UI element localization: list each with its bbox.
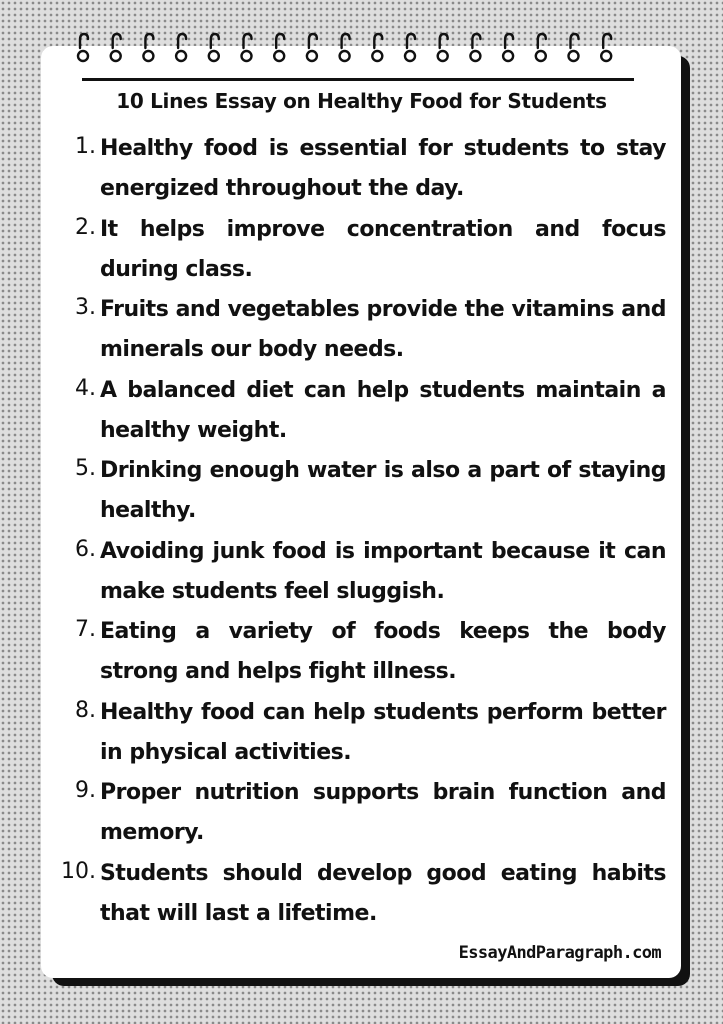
binding-ring [601, 34, 611, 61]
list-item [0, 129, 723, 210]
binding-ring [503, 34, 513, 61]
item-text: Avoiding junk food is important because it can make students feel sluggish. [100, 538, 666, 604]
binding-ring [569, 34, 579, 61]
list-item [0, 773, 723, 854]
list-item [0, 371, 723, 452]
page-title: 10 Lines Essay on Healthy Food for Students [116, 89, 607, 113]
binding-ring [176, 34, 186, 61]
item-text: Healthy food is essential for students to stay energized throughout the day. [100, 136, 666, 201]
item-text: Students should develop good eating habits that will last a lifetime. [100, 860, 666, 926]
binding-ring [438, 34, 448, 61]
item-number: 7. [75, 617, 96, 642]
binding-ring [78, 34, 88, 61]
list-item [0, 451, 723, 532]
binding-ring [143, 34, 153, 61]
list-item [0, 854, 723, 935]
list-item [0, 612, 723, 693]
list-item [0, 532, 723, 613]
item-text: Eating a variety of foods keeps the body strong and helps fight illness. [100, 619, 666, 684]
item-text: A balanced diet can help students maintain a healthy weight. [100, 377, 666, 443]
site-watermark: EssayAndParagraph.com [458, 943, 661, 963]
item-text: Fruits and vegetables provide the vitamins and minerals our body needs. [100, 297, 666, 362]
binding-ring [405, 34, 415, 61]
item-text: Proper nutrition supports brain function and memory. [100, 780, 666, 845]
list-item [0, 290, 723, 371]
item-text: Drinking enough water is also a part of staying healthy. [100, 458, 666, 523]
list-item [0, 693, 723, 774]
binding-ring [111, 34, 121, 61]
item-number: 3. [75, 295, 96, 320]
item-number: 2. [75, 214, 96, 240]
binding-ring [372, 34, 382, 61]
item-text: It helps improve concentration and focus during class. [100, 216, 666, 282]
item-number: 4. [75, 375, 96, 401]
binding-ring [242, 34, 252, 61]
item-number: 8. [75, 697, 96, 723]
binding-ring [340, 34, 350, 61]
essay-list [0, 129, 723, 934]
binding-ring [470, 34, 480, 61]
binding-ring [307, 34, 317, 61]
title-rule [82, 78, 634, 81]
binding-ring [536, 34, 546, 61]
item-number: 5. [75, 456, 96, 481]
binding-ring [274, 34, 284, 61]
binding-ring [209, 34, 219, 61]
item-number: 6. [75, 536, 96, 562]
item-text: Healthy food can help students perform better in physical activities. [100, 699, 666, 765]
list-item [0, 210, 723, 291]
spiral-binding [0, 0, 723, 80]
item-number: 10. [61, 858, 96, 884]
item-number: 1. [75, 134, 96, 159]
item-number: 9. [75, 778, 96, 803]
